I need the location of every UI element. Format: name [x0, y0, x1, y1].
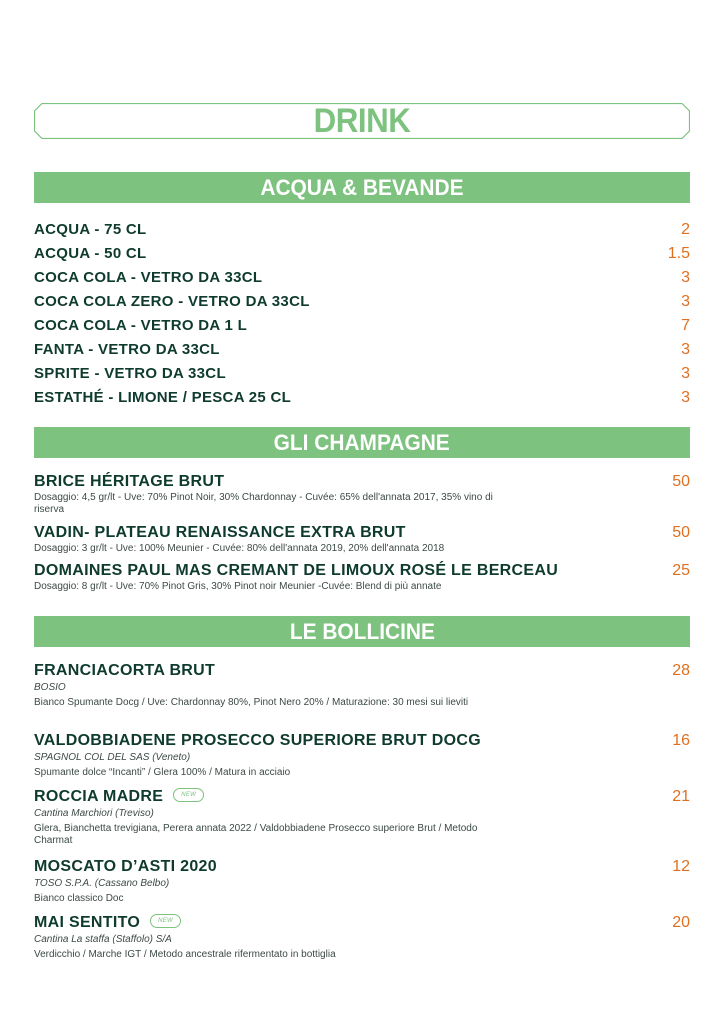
menu-item — [34, 913, 690, 961]
item-name-row — [34, 913, 690, 933]
menu-item — [34, 266, 690, 290]
section-title: ACQUA & BEVANDE — [260, 175, 464, 200]
menu-item — [34, 472, 690, 516]
item-producer: BOSIO — [34, 682, 66, 693]
item-name: FANTA - VETRO DA 33CL — [34, 341, 220, 358]
menu-item — [34, 661, 690, 709]
item-producer: SPAGNOL COL DEL SAS (Veneto) — [34, 752, 191, 763]
item-producer: Cantina Marchiori (Treviso) — [34, 808, 154, 819]
section-header-champagne — [34, 427, 690, 458]
item-price: 50 — [672, 473, 690, 490]
section-title: LE BOLLICINE — [289, 619, 435, 644]
item-price: 2 — [681, 221, 690, 238]
item-price: 3 — [681, 293, 690, 310]
item-price: 25 — [672, 562, 690, 579]
menu-item — [34, 338, 690, 362]
item-price: 3 — [681, 269, 690, 286]
item-name: SPRITE - VETRO DA 33CL — [34, 365, 226, 382]
menu-item — [34, 787, 690, 847]
item-description: Glera, Bianchetta trevigiana, Perera annata 2022 / Valdobbiadene Prosecco superiore Brut / Metodo Charmat — [34, 823, 478, 846]
item-producer: Cantina La staffa (Staffolo) S/A — [34, 934, 172, 945]
item-price: 3 — [681, 341, 690, 358]
item-price: 3 — [681, 365, 690, 382]
item-name: ACQUA - 50 CL — [34, 245, 147, 262]
item-description: Bianco classico Doc — [34, 893, 124, 904]
item-name: MOSCATO D’ASTI 2020 — [34, 858, 217, 875]
section-header-acqua-bevande — [34, 172, 690, 203]
section-title: GLI CHAMPAGNE — [273, 430, 451, 455]
page-title: DRINK — [313, 102, 411, 140]
section-header-bollicine — [34, 616, 690, 647]
item-description: Dosaggio: 4,5 gr/lt - Uve: 70% Pinot Noir, 30% Chardonnay - Cuvée: 65% dell'annata 2017, 35% vino di riserva — [34, 492, 493, 515]
menu-item — [34, 731, 690, 779]
item-description: Spumante dolce “Incanti” / Glera 100% / Matura in acciaio — [34, 767, 291, 778]
menu-title-box — [34, 103, 690, 139]
item-name: COCA COLA - VETRO DA 1 L — [34, 317, 248, 334]
item-name: ACQUA - 75 CL — [34, 221, 147, 238]
menu-item — [34, 386, 690, 410]
new-badge: NEW — [173, 788, 204, 802]
item-price: 16 — [672, 732, 690, 749]
item-price: 12 — [672, 858, 690, 875]
menu-item — [34, 523, 690, 555]
item-name: ESTATHÉ - LIMONE / PESCA 25 CL — [34, 389, 292, 406]
item-name: MAI SENTITO — [34, 914, 141, 931]
menu-item — [34, 242, 690, 266]
item-name: FRANCIACORTA BRUT — [34, 662, 216, 679]
item-price: 50 — [672, 524, 690, 541]
menu-item — [34, 314, 690, 338]
menu-item — [34, 218, 690, 242]
item-description: Bianco Spumante Docg / Uve: Chardonnay 80%, Pinot Nero 20% / Maturazione: 30 mesi sui lieviti — [34, 697, 469, 708]
item-description: Dosaggio: 3 gr/lt - Uve: 100% Meunier - Cuvée: 80% dell'annata 2019, 20% dell'annata 2018 — [34, 543, 445, 554]
item-name: BRICE HÉRITAGE BRUT — [34, 473, 225, 490]
item-price: 21 — [672, 788, 690, 805]
item-name: VALDOBBIADENE PROSECCO SUPERIORE BRUT DOCG — [34, 732, 482, 749]
item-price: 20 — [672, 914, 690, 931]
item-name: DOMAINES PAUL MAS CREMANT DE LIMOUX ROSÉ LE BERCEAU — [34, 562, 559, 579]
item-name: VADIN- PLATEAU RENAISSANCE EXTRA BRUT — [34, 524, 406, 541]
item-producer: TOSO S.P.A. (Cassano Belbo) — [34, 878, 170, 889]
item-name: COCA COLA - VETRO DA 33CL — [34, 269, 263, 286]
new-badge: NEW — [150, 914, 181, 928]
item-price: 1.5 — [667, 245, 690, 262]
item-description: Verdicchio / Marche IGT / Metodo ancestrale rifermentato in bottiglia — [34, 949, 336, 960]
item-name-row — [34, 787, 690, 807]
menu-item — [34, 362, 690, 386]
item-price: 7 — [681, 317, 690, 334]
menu-item — [34, 290, 690, 314]
item-name: ROCCIA MADRE — [34, 788, 164, 805]
menu-item — [34, 857, 690, 905]
item-price: 28 — [672, 662, 690, 679]
item-description: Dosaggio: 8 gr/lt - Uve: 70% Pinot Gris, 30% Pinot noir Meunier -Cuvée: Blend di più annate — [34, 581, 442, 592]
menu-item — [34, 561, 690, 593]
item-price: 3 — [681, 389, 690, 406]
item-name: COCA COLA ZERO - VETRO DA 33CL — [34, 293, 310, 310]
